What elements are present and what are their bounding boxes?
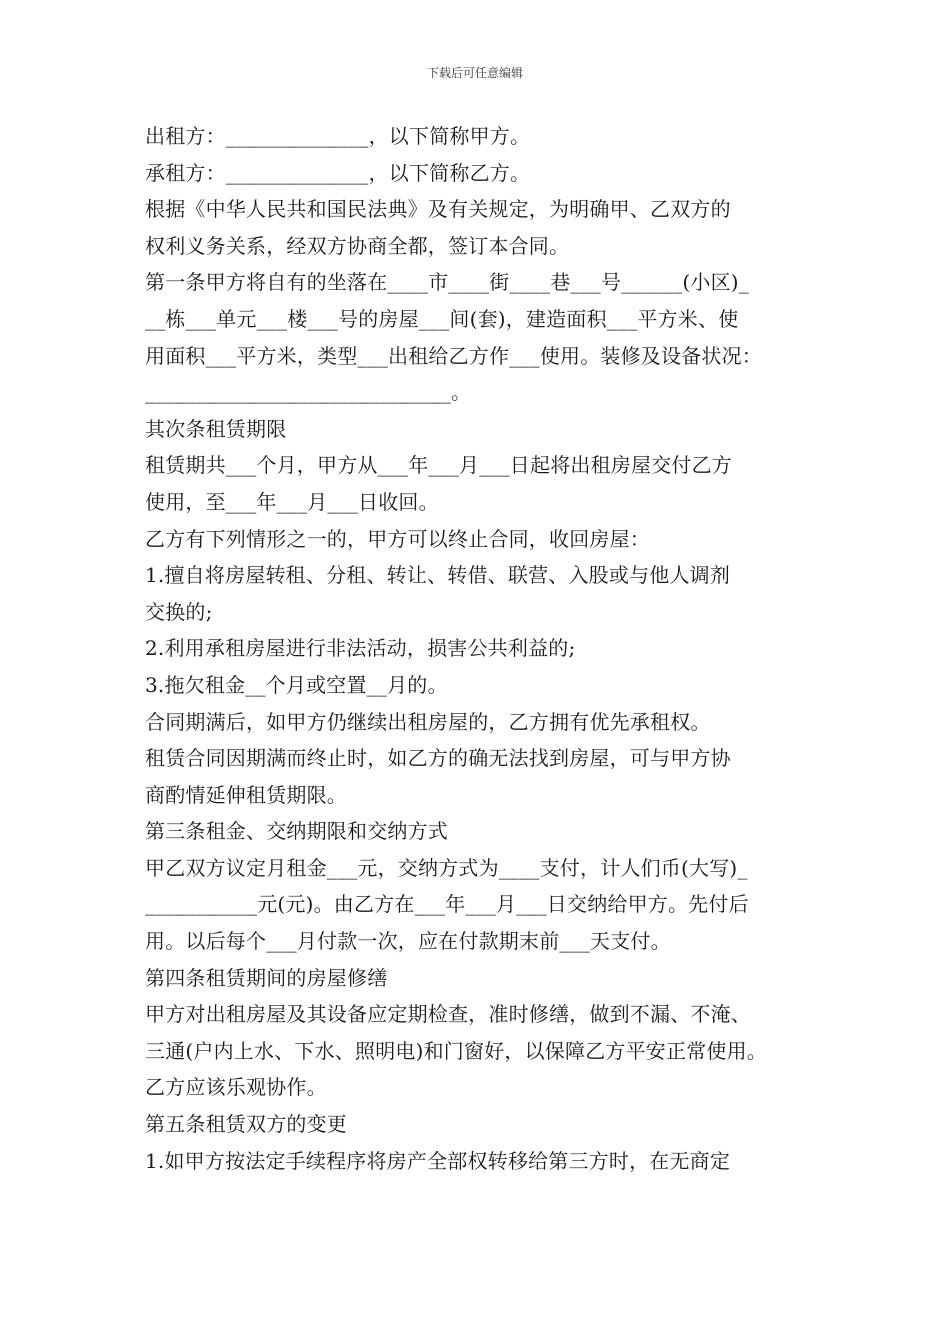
section-heading: 其次条租赁期限 — [145, 416, 287, 441]
text-line: __栋___单元___楼___号的房屋___间(套)，建造面积___平方米、使 — [145, 306, 739, 331]
text-line: 权利义务关系，经双方协商全都，签订本合同。 — [145, 233, 570, 258]
page-header-note: 下载后可任意编辑 — [426, 66, 523, 80]
text-line: 交换的; — [145, 599, 213, 624]
text-line: 合同期满后，如甲方仍继续出租房屋的，乙方拥有优先承租权。 — [145, 709, 711, 734]
text-line: 租赁合同因期满而终止时，如乙方的确无法找到房屋，可与甲方协 — [145, 746, 731, 771]
text-line: 出租方：______________，以下简称甲方。 — [145, 124, 531, 148]
text-line: 乙方有下列情形之一的，甲方可以终止合同，收回房屋： — [145, 526, 650, 551]
text-line: 租赁期共___个月，甲方从___年___月___日起将出租房屋交付乙方 — [145, 453, 732, 478]
text-line: 用。以后每个___月付款一次，应在付款期末前___天支付。 — [145, 929, 671, 954]
text-line: 承租方：______________，以下简称乙方。 — [145, 160, 531, 185]
section-heading: 第三条租金、交纳期限和交纳方式 — [145, 819, 448, 844]
section-heading: 第五条租赁双方的变更 — [145, 1112, 347, 1137]
contract-body — [145, 118, 825, 1179]
text-line: 乙方应该乐观协作。 — [145, 1075, 327, 1100]
text-line: 根据《中华人民共和国民法典》及有关规定，为明确甲、乙双方的 — [145, 197, 731, 222]
text-line: ______________________________。 — [145, 380, 472, 405]
list-item: 1.如甲方按法定手续程序将房产全部权转移给第三方时，在无商定 — [145, 1148, 731, 1173]
text-line: 用面积___平方米，类型___出租给乙方作___使用。装修及设备状况： — [145, 343, 762, 368]
text-line: ___________元(元)。由乙方在___年___月___日交纳给甲方。先付后 — [145, 892, 749, 917]
list-item: 3.拖欠租金__个月或空置__月的。 — [145, 672, 448, 697]
text-line: 商酌情延伸租赁期限。 — [145, 782, 347, 807]
list-item: 2.利用承租房屋进行非法活动，损害公共利益的; — [145, 636, 576, 661]
list-item: 1.擅自将房屋转租、分租、转让、转借、联营、入股或与他人调剂 — [145, 563, 731, 588]
text-line: 甲方对出租房屋及其设备应定期检查，准时修缮，做到不漏、不淹、 — [145, 1002, 751, 1027]
text-line: 三通(户内上水、下水、照明电)和门窗好，以保障乙方平安正常使用。 — [145, 1038, 768, 1063]
section-heading: 第四条租赁期间的房屋修缮 — [145, 965, 388, 990]
text-line: 甲乙双方议定月租金___元，交纳方式为____支付，计人们币(大写)_ — [145, 855, 748, 880]
text-line: 第一条甲方将自有的坐落在____市____街____巷___号______(小区)_ — [145, 270, 750, 295]
text-line: 使用，至___年___月___日收回。 — [145, 489, 439, 514]
